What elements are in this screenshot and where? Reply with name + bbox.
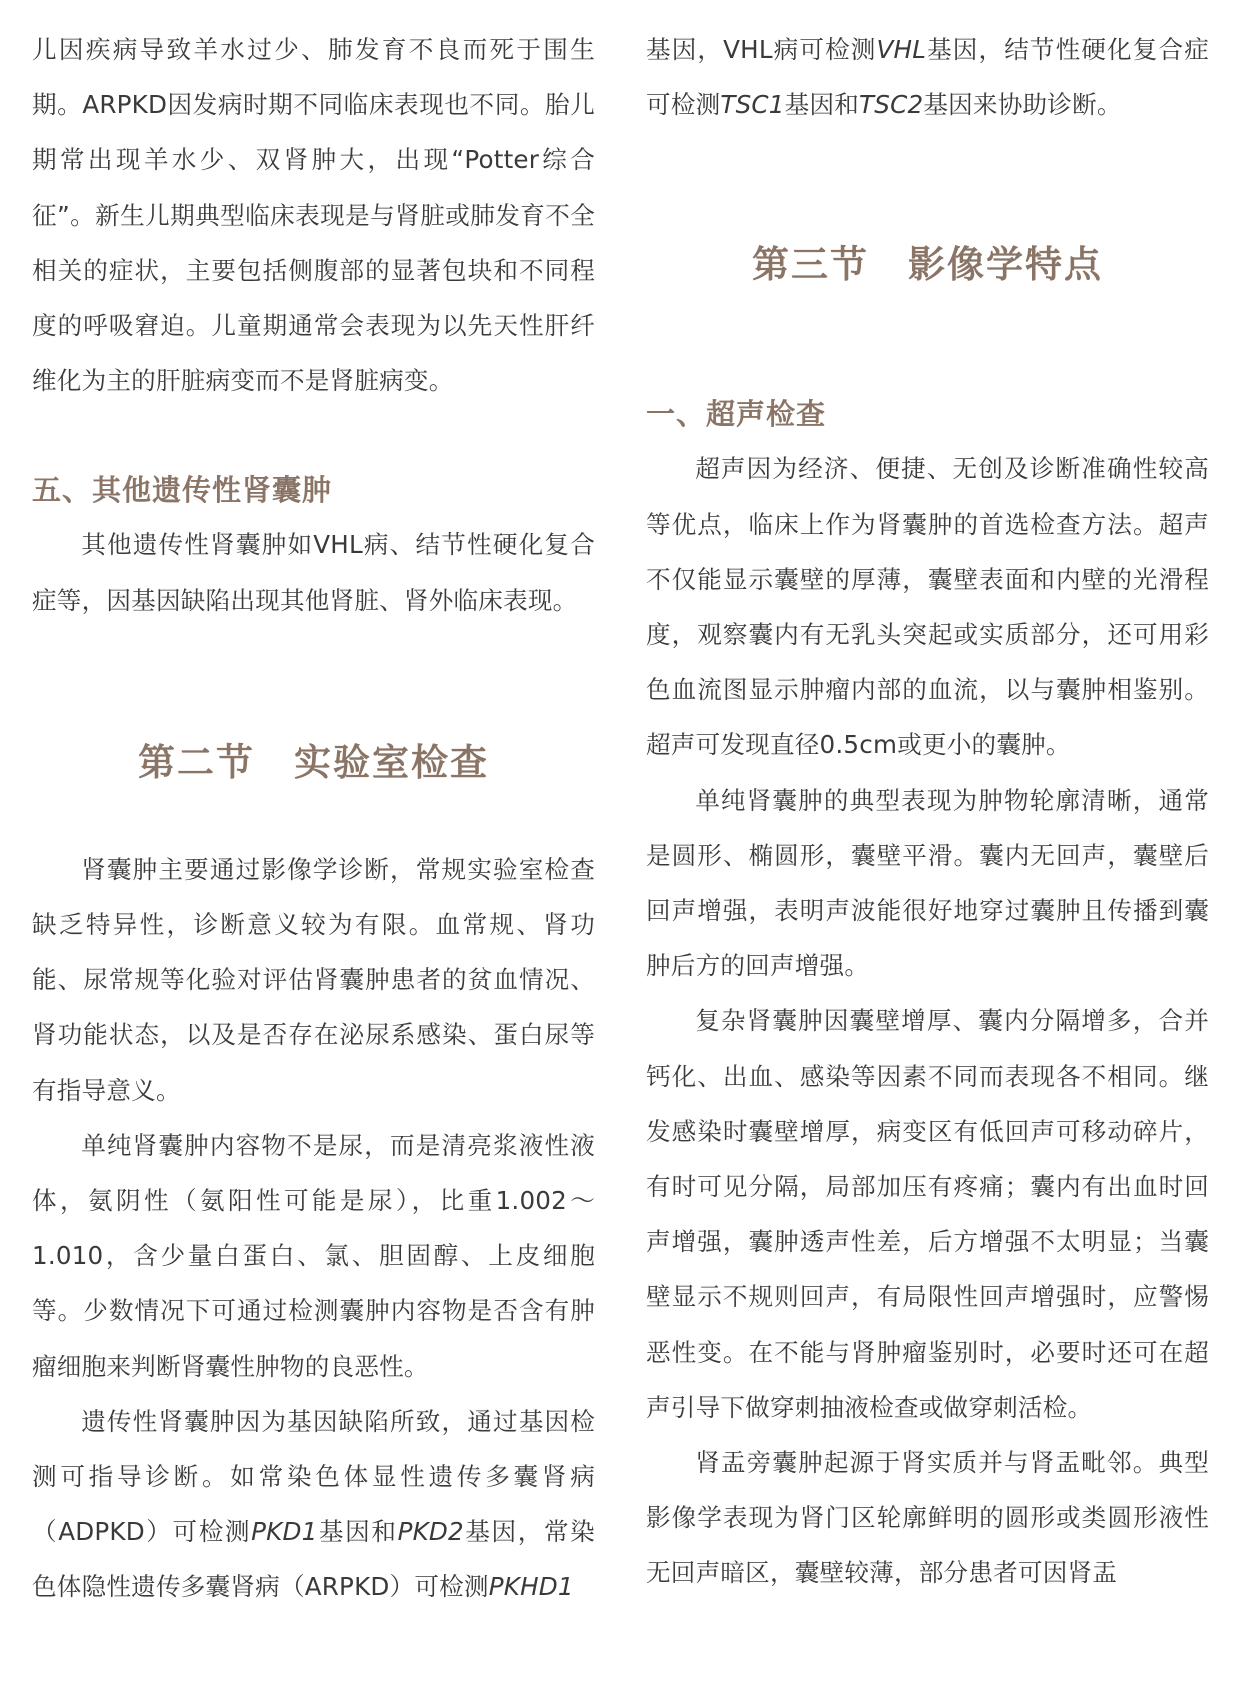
gene-vhl: VHL [876, 35, 927, 64]
section-title-lab-tests: 第二节 实验室检查 [138, 740, 489, 784]
heading-ultrasound: 一、超声检查 [646, 397, 827, 432]
gene-pkd1: PKD1 [251, 1517, 318, 1547]
gene-tsc2: TSC2 [859, 90, 924, 120]
gene-pkd2: PKD2 [397, 1517, 464, 1547]
paragraph-other-hereditary-cysts: 其他遗传性肾囊肿如VHL病、结节性硬化复合症等，因基因缺陷出现其他肾脏、肾外临床表现。 [32, 530, 595, 615]
paragraph-genetic-testing: 遗传性肾囊肿因为基因缺陷所致，通过基因检测可指导诊断。如常染色体显性遗传多囊肾病（ADPKD）可检测PKD1基因和PKD2基因，常染色体隐性遗传多囊肾病（ARPKD）可检测PKHD1 [32, 1406, 595, 1602]
gene-tsc1: TSC1 [720, 90, 785, 120]
paragraph-arpkd-clinical: 儿因疾病导致羊水过少、肺发育不良而死于围生期。ARPKD因发病时期不同临床表现也不同。胎儿期常出现羊水少、双肾肿大，出现“Potter综合征”。新生儿期典型临床表现是与肾脏或肺发育不全相关的症状，主要包括侧腹部的显著包块和不同程度的呼吸窘迫。儿童期通常会表现为以先天性肝纤维化为主的肝脏病变而不是肾脏病变。 [32, 35, 595, 396]
paragraph-simple-cyst-ultrasound: 单纯肾囊肿的典型表现为肿物轮廓清晰，通常是圆形、椭圆形，囊壁平滑。囊内无回声，囊壁后回声增强，表明声波能很好地穿过囊肿且传播到囊肿后方的回声增强。 [646, 785, 1209, 981]
heading-other-hereditary-cysts: 五、其他遗传性肾囊肿 [32, 473, 333, 508]
left-column [32, 22, 595, 1615]
paragraph-simple-cyst-fluid: 单纯肾囊肿内容物不是尿，而是清亮浆液性液体，氨阴性（氨阳性可能是尿），比重1.002～1.010，含少量白蛋白、氯、胆固醇、上皮细胞等。少数情况下可通过检测囊肿内容物是否含有肿瘤细胞来判断肾囊性肿物的良恶性。 [32, 1130, 595, 1381]
paragraph-genetic-testing-cont: 基因，VHL病可检测VHL基因，结节性硬化复合症可检测TSC1基因和TSC2基因来协助诊断。 [646, 35, 1209, 120]
paragraph-complex-cyst-ultrasound: 复杂肾囊肿因囊壁增厚、囊内分隔增多，合并钙化、出血、感染等因素不同而表现各不相同。继发感染时囊壁增厚，病变区有低回声可移动碎片，有时可见分隔，局部加压有疼痛；囊内有出血时回声增强，囊肿透声性差，后方增强不太明显；当囊壁显示不规则回声，有局限性回声增强时，应警惕恶性变。在不能与肾肿瘤鉴别时，必要时还可在超声引导下做穿刺抽液检查或做穿刺活检。 [646, 1006, 1209, 1422]
paragraph-parapelvic-cyst: 肾盂旁囊肿起源于肾实质并与肾盂毗邻。典型影像学表现为肾门区轮廓鲜明的圆形或类圆形液性无回声暗区，囊壁较薄，部分患者可因肾盂 [646, 1448, 1209, 1588]
section-title-imaging: 第三节 影像学特点 [752, 243, 1103, 287]
right-column [646, 22, 1209, 1601]
paragraph-ultrasound-intro: 超声因为经济、便捷、无创及诊断准确性较高等优点，临床上作为肾囊肿的首选检查方法。超声不仅能显示囊壁的厚薄，囊壁表面和内壁的光滑程度，观察囊内有无乳头突起或实质部分，还可用彩色血流图显示肿瘤内部的血流，以与囊肿相鉴别。超声可发现直径0.5cm或更小的囊肿。 [646, 454, 1209, 760]
gene-pkhd1: PKHD1 [488, 1572, 574, 1602]
paragraph-lab-general: 肾囊肿主要通过影像学诊断，常规实验室检查缺乏特异性，诊断意义较为有限。血常规、肾功能、尿常规等化验对评估肾囊肿患者的贫血情况、肾功能状态，以及是否存在泌尿系感染、蛋白尿等有指导意义。 [32, 854, 595, 1105]
